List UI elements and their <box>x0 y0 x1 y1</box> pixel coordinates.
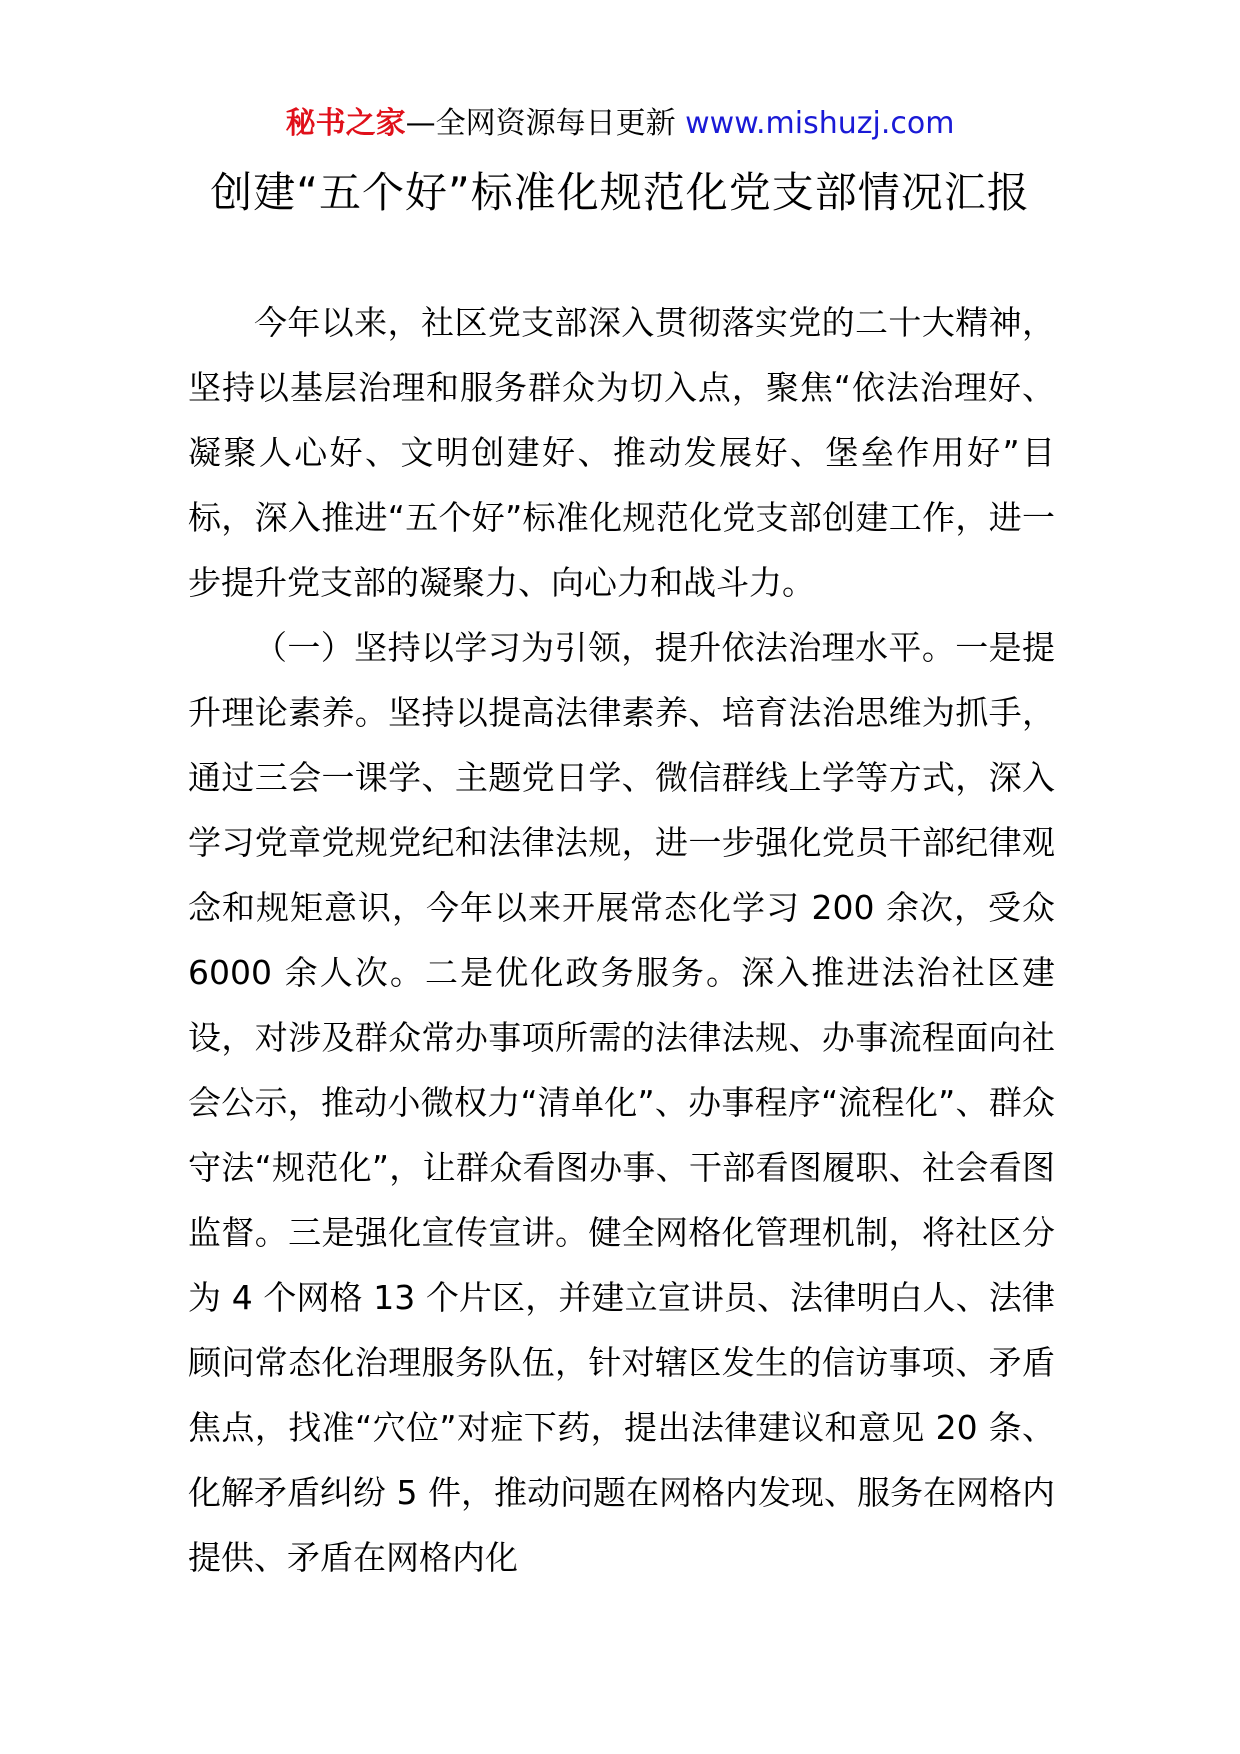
header-tagline: —全网资源每日更新 <box>405 106 686 141</box>
paragraph-intro: 今年以来，社区党支部深入贯彻落实党的二十大精神，坚持以基层治理和服务群众为切入点，聚焦“依法治理好、凝聚人心好、文明创建好、推动发展好、堡垒作用好”目标，深入推进“五个好”标准化规范化党支部创建工作，进一步提升党支部的凝聚力、向心力和战斗力。 <box>188 303 1055 602</box>
site-url[interactable]: www.mishuzj.com <box>685 106 955 141</box>
document-title: 创建“五个好”标准化规范化党支部情况汇报 <box>210 168 1030 217</box>
site-header <box>0 100 1240 148</box>
paragraph-section-1: （一）坚持以学习为引领，提升依法治理水平。一是提升理论素养。坚持以提高法律素养、培育法治思维为抓手，通过三会一课学、主题党日学、微信群线上学等方式，深入学习党章党规党纪和法律法规，进一步强化党员干部纪律观念和规矩意识，今年以来开展常态化学习 200 余次，受众 6000 余人次。二是优化政务服务。深入推进法治社区建设，对涉及群众常办事项所需的法律法规、办事流程面向社会公示，推动小微权力“清单化”、办事程序“流程化”、群众守法“规范化”，让群众看图办事、干部看图履职、社会看图监督。三是强化宣传宣讲。健全网格化管理机制，将社区分为 4 个网格 13 个片区，并建立宣讲员、法律明白人、法律顾问常态化治理服务队伍，针对辖区发生的信访事项、矛盾焦点，找准“穴位”对症下药，提出法律建议和意见 20 条、化解矛盾纠纷 5 件，推动问题在网格内发现、服务在网格内提供、矛盾在网格内化 <box>188 628 1055 1577</box>
document-body <box>188 290 1055 1590</box>
brand-name: 秘书之家 <box>285 106 406 141</box>
